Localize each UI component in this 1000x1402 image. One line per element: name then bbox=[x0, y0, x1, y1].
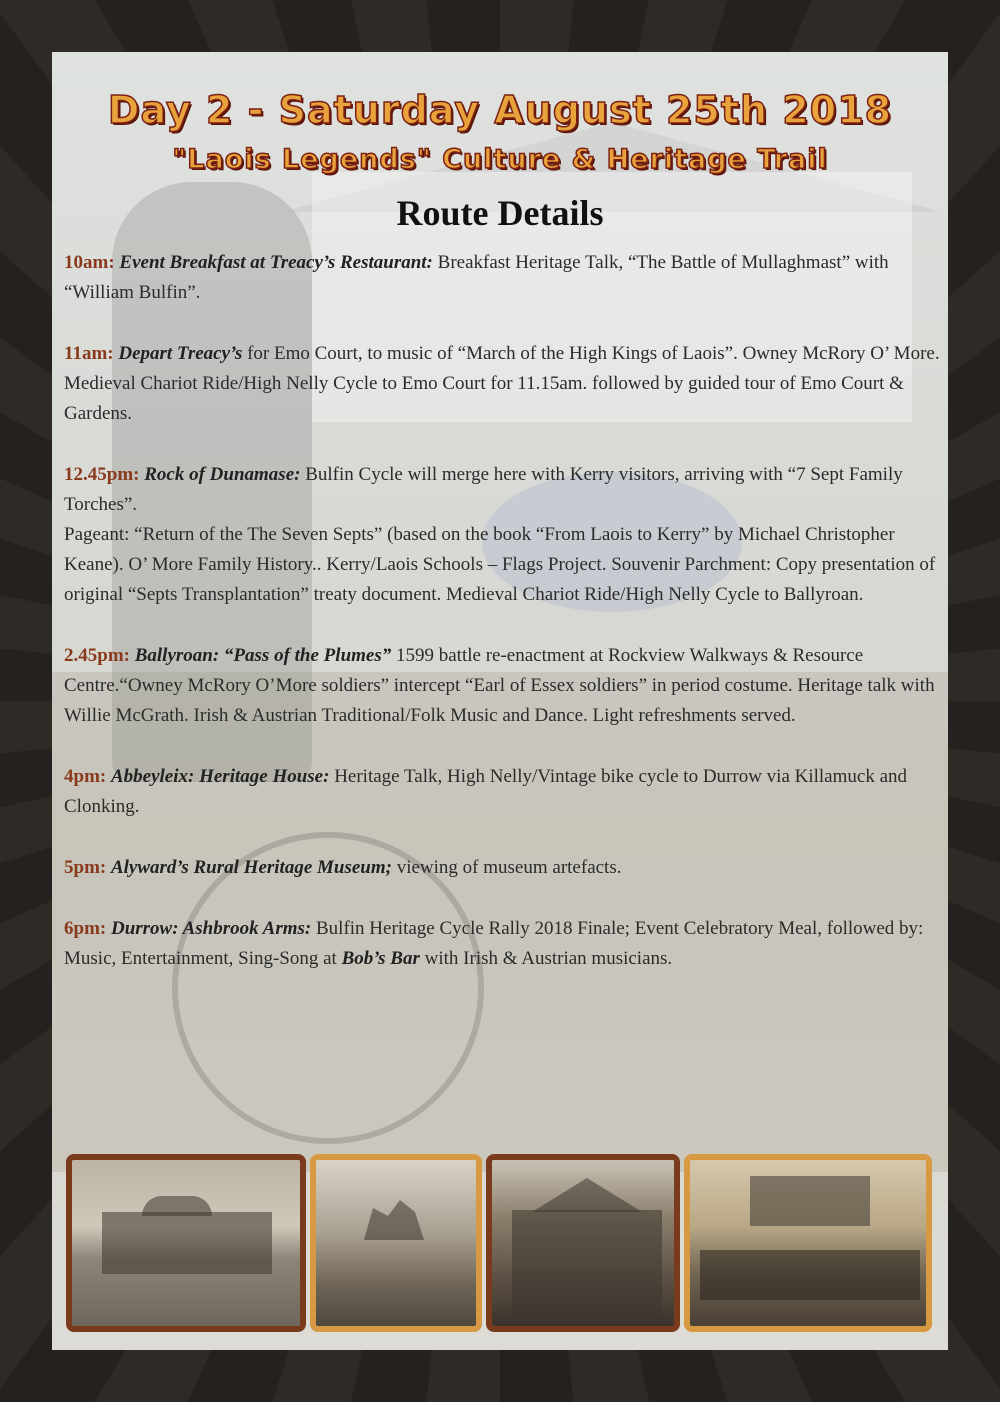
itinerary-item-6pm bbox=[64, 914, 940, 974]
item-time: 2.45pm: bbox=[64, 645, 130, 666]
item-text: 1599 battle re-enactment at Rockview Walkways & Resource Centre.“Owney McRory O’More soldiers” intercept “Earl of Essex soldiers” in period costume. Heritage talk with Willie McGrath. Irish & Austrian Traditional/Folk Music and Dance. Light refreshments served. bbox=[64, 645, 935, 726]
item-heading: Event Breakfast at Treacy’s Restaurant: bbox=[119, 252, 433, 273]
item-heading: Rock of Dunamase: bbox=[144, 464, 301, 485]
item-text: Bulfin Cycle will merge here with Kerry visitors, arriving with “7 Sept Family Torches”. bbox=[64, 464, 903, 515]
route-details-heading: Route Details bbox=[396, 193, 604, 233]
photo-emo-court bbox=[66, 1154, 306, 1332]
item-heading: Durrow: Ashbrook Arms: bbox=[110, 918, 312, 939]
itinerary bbox=[64, 248, 940, 1005]
itinerary-item-4pm bbox=[64, 762, 940, 822]
flyer-page bbox=[52, 52, 948, 1350]
item-time: 5pm: bbox=[64, 857, 107, 878]
item-time: 11am: bbox=[64, 343, 114, 364]
item-bold-inline: Bob’s Bar bbox=[341, 948, 420, 969]
item-time: 4pm: bbox=[64, 766, 107, 787]
item-heading: Depart Treacy’s bbox=[118, 343, 243, 364]
itinerary-item-1245pm bbox=[64, 460, 940, 610]
item-time: 10am: bbox=[64, 252, 115, 273]
item-text: Heritage Talk, High Nelly/Vintage bike cycle to Durrow via Killamuck and Clonking. bbox=[64, 766, 908, 817]
item-text: Bulfin Heritage Cycle Rally 2018 Finale; Event Celebratory Meal, followed by: Music, Entertainment, Sing-Song at bbox=[64, 918, 924, 969]
itinerary-item-10am bbox=[64, 248, 940, 308]
item-text: viewing of museum artefacts. bbox=[391, 857, 622, 878]
trail-title: "Laois Legends" Culture & Heritage Trail bbox=[172, 144, 828, 175]
item-text: Breakfast Heritage Talk, “The Battle of Mullaghmast” with “William Bulfin”. bbox=[64, 252, 889, 303]
itinerary-item-11am bbox=[64, 339, 940, 429]
itinerary-item-5pm bbox=[64, 853, 940, 883]
item-text: for Emo Court, to music of “March of the High Kings of Laois”. Owney McRory O’ More. Medieval Chariot Ride/High Nelly Cycle to Emo Court for 11.15am. followed by guided tour of Emo Court & Gardens. bbox=[64, 343, 940, 424]
photo-heritage-house bbox=[486, 1154, 680, 1332]
item-heading: Alyward’s Rural Heritage Museum; bbox=[110, 857, 392, 878]
photo-strip bbox=[66, 1154, 932, 1340]
photo-rock-of-dunamase bbox=[310, 1154, 482, 1332]
photo-historic-gathering bbox=[684, 1154, 932, 1332]
item-heading: Abbeyleix: Heritage House: bbox=[110, 766, 330, 787]
day-title: Day 2 - Saturday August 25th 2018 bbox=[107, 88, 893, 132]
item-extra-text: Pageant: “Return of the The Seven Septs” (based on the book “From Laois to Kerry” by Michael Christopher Keane). O’ More Family History.. Kerry/Laois Schools – Flags Project. Souvenir Parchment: Copy presentation of original “Septs Transplantation” treaty document. Medieval Chariot Ride/High Nelly Cycle to Ballyroan. bbox=[64, 524, 936, 605]
item-time: 6pm: bbox=[64, 918, 107, 939]
item-time: 12.45pm: bbox=[64, 464, 140, 485]
item-text-after: with Irish & Austrian musicians. bbox=[419, 948, 673, 969]
item-heading: Ballyroan: “Pass of the Plumes” bbox=[134, 645, 392, 666]
itinerary-item-245pm bbox=[64, 641, 940, 731]
